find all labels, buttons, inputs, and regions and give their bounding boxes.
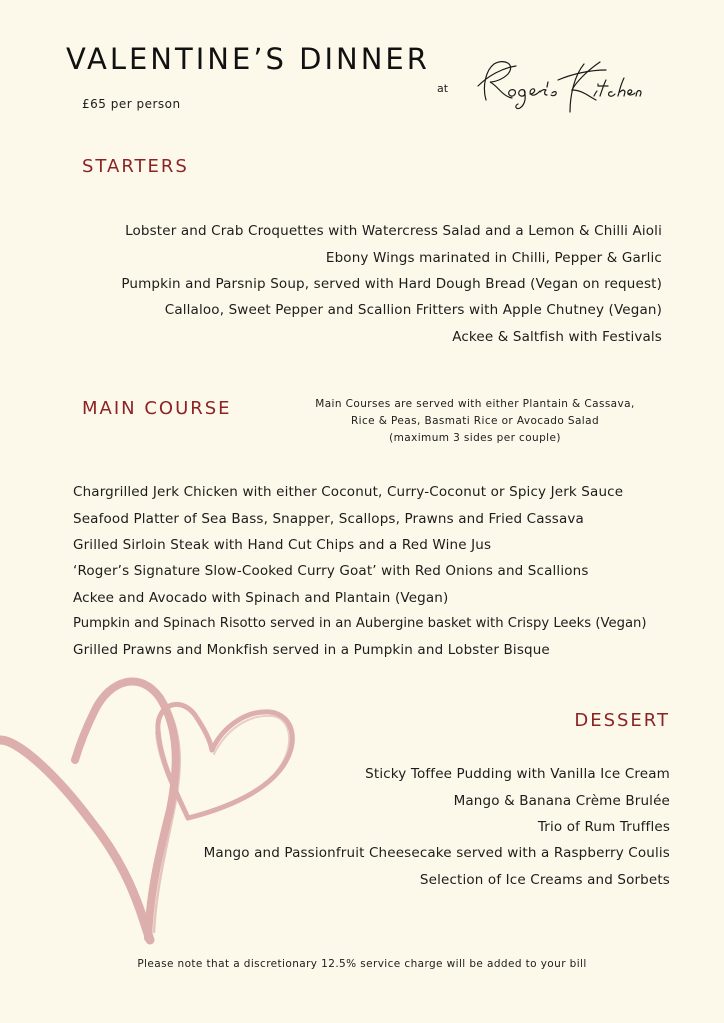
rogers-kitchen-logo: [472, 56, 648, 126]
main-item: Seafood Platter of Sea Bass, Snapper, Scallops, Prawns and Fried Cassava: [73, 511, 584, 527]
two-hearts-icon: [0, 670, 310, 950]
main-item: Chargrilled Jerk Chicken with either Coconut, Curry-Coconut or Spicy Jerk Sauce: [73, 484, 624, 500]
main-item: Grilled Prawns and Monkfish served in a Pumpkin and Lobster Bisque: [73, 642, 550, 658]
note-line: Rice & Peas, Basmati Rice or Avocado Salad: [350, 415, 600, 427]
main-item: Pumpkin and Spinach Risotto served in an Aubergine basket with Crispy Leeks (Vegan): [73, 616, 647, 631]
dessert-item: Mango & Banana Crème Brulée: [453, 793, 670, 809]
starter-item: Pumpkin and Parsnip Soup, served with Hard Dough Bread (Vegan on request): [121, 276, 662, 292]
page-title: VALENTINE’S DINNER: [66, 42, 430, 76]
main-item: Grilled Sirloin Steak with Hand Cut Chips and a Red Wine Jus: [73, 537, 492, 553]
main-item: ‘Roger’s Signature Slow-Cooked Curry Goat’ with Red Onions and Scallions: [73, 563, 589, 579]
starter-item: Lobster and Crab Croquettes with Watercress Salad and a Lemon & Chilli Aioli: [125, 223, 662, 239]
main-course-heading: MAIN COURSE: [82, 398, 232, 419]
dessert-item: Trio of Rum Truffles: [537, 819, 670, 835]
starter-item: Ackee & Saltfish with Festivals: [452, 329, 662, 345]
note-line: Main Courses are served with either Plantain & Cassava,: [315, 398, 635, 410]
main-item: Ackee and Avocado with Spinach and Plantain (Vegan): [73, 590, 449, 606]
price-per-person: £65 per person: [82, 97, 181, 111]
starter-item: Callaloo, Sweet Pepper and Scallion Fritters with Apple Chutney (Vegan): [164, 302, 662, 318]
dessert-item: Selection of Ice Creams and Sorbets: [419, 872, 670, 888]
note-line: (maximum 3 sides per couple): [389, 432, 561, 444]
main-course-note: [280, 396, 670, 447]
service-charge-note: Please note that a discretionary 12.5% service charge will be added to your bill: [137, 958, 587, 970]
dessert-item: Mango and Passionfruit Cheesecake served with a Raspberry Coulis: [203, 845, 670, 861]
dessert-item: Sticky Toffee Pudding with Vanilla Ice Cream: [365, 766, 670, 782]
logo-script-icon: [472, 56, 648, 126]
starter-item: Ebony Wings marinated in Chilli, Pepper & Garlic: [325, 250, 662, 266]
hearts-decoration: [0, 670, 310, 950]
at-label: at: [437, 82, 449, 95]
starters-heading: STARTERS: [82, 156, 189, 177]
dessert-heading: DESSERT: [574, 710, 670, 731]
